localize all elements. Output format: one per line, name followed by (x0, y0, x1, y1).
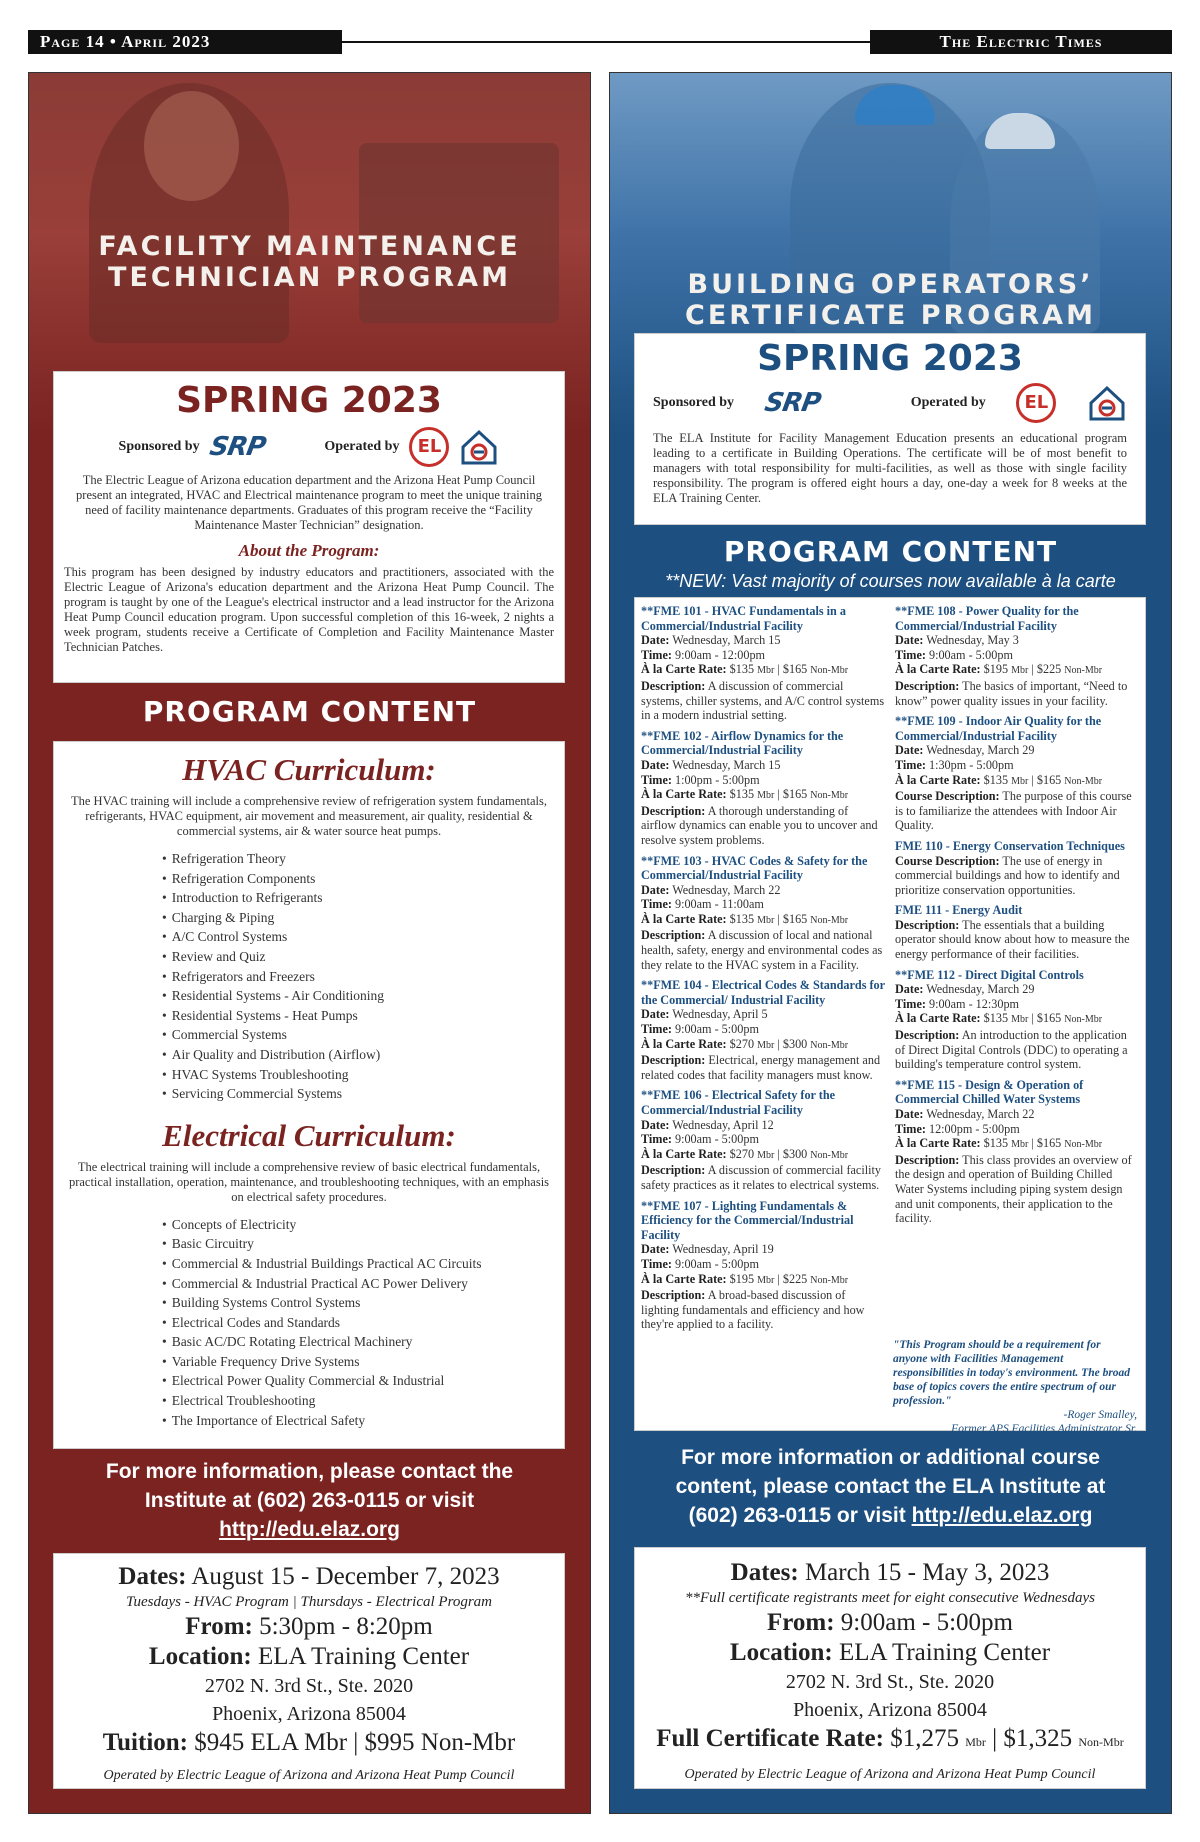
course-title: **FME 107 - Lighting Fundamentals & Efficiency for the Commercial/Industrial Facility (641, 1198, 854, 1242)
rate-member: $135 (729, 662, 755, 677)
dates-label: Dates: (118, 1563, 187, 1590)
rate-member-suffix: Mbr (757, 1039, 775, 1051)
season-title: SPRING 2023 (176, 380, 442, 421)
sponsored-by-label: Sponsored by (653, 395, 735, 410)
description-text: A discussion of local and national health, safety, energy and environmental codes as they relate to the HVAC system in a Facility. (641, 928, 883, 972)
rate-label: À la Carte Rate: (895, 662, 981, 677)
building-operators-panel (609, 72, 1172, 1814)
time-label: Time: (641, 772, 672, 787)
rate-member-suffix: Mbr (757, 790, 775, 802)
contact-line2: Institute at (602) 263-0115 or visit (144, 1489, 475, 1512)
rate-nonmember: $1,325 (1003, 1725, 1073, 1752)
sponsored-by-label: Sponsored by (118, 439, 200, 454)
course-date (895, 1107, 1139, 1122)
intro-box (53, 371, 565, 683)
rate-member-suffix: Mbr (757, 1149, 775, 1161)
facility-maintenance-panel (28, 72, 591, 1814)
course-item (895, 714, 1139, 833)
date-value: Wednesday, March 22 (672, 882, 781, 897)
course-time (641, 1132, 885, 1147)
course-description (895, 918, 1139, 962)
season-title: SPRING 2023 (757, 338, 1023, 379)
course-description (895, 854, 1139, 898)
course-item (895, 968, 1139, 1072)
hvac-heading: HVAC Curriculum: (182, 752, 436, 787)
course-date (641, 883, 885, 898)
date-label: Date: (895, 1107, 924, 1121)
rate-member: $270 (729, 1036, 755, 1051)
contact-line1: For more information or additional course (681, 1446, 1100, 1469)
date-label: Date: (641, 1007, 670, 1022)
rate-nonmember-suffix: Non-Mbr (1064, 1139, 1103, 1151)
course-rate: À la Carte Rate: $135 Mbr | $165 Non-Mbr (895, 1136, 1103, 1151)
date-value: Wednesday, May 3 (926, 633, 1019, 648)
date-value: Wednesday, April 5 (672, 1007, 768, 1022)
electrical-item: • Commercial & Industrial Practical AC Power Delivery (162, 1274, 552, 1294)
description-label: Description: (641, 1053, 706, 1068)
time-label: Time: (895, 647, 926, 662)
rate-nonmember-suffix: Non-Mbr (1078, 1735, 1124, 1749)
dates-box (53, 1553, 565, 1789)
electrical-item: • Electrical Troubleshooting (162, 1391, 552, 1411)
schedule-note: Tuesdays - HVAC Program | Thursdays - Electrical Program (125, 1594, 493, 1610)
course-description (641, 679, 885, 723)
description-text: An introduction to the application of Direct Digital Controls (DDC) to operating a building's temperature control system. (895, 1028, 1128, 1072)
date-value: Wednesday, March 15 (672, 633, 781, 648)
rate-label: À la Carte Rate: (641, 1036, 727, 1051)
date-value: Wednesday, March 15 (672, 757, 781, 772)
course-title: **FME 115 - Design & Operation of Commercial Chilled Water Systems (895, 1077, 1084, 1107)
course-rate: À la Carte Rate: $270 Mbr | $300 Non-Mbr (641, 1146, 849, 1161)
course-date (641, 1007, 885, 1022)
electrical-item: • Building Systems Control Systems (162, 1293, 552, 1313)
course-rate: À la Carte Rate: $135 Mbr | $165 Non-Mbr (641, 787, 849, 802)
course-rate: À la Carte Rate: $195 Mbr | $225 Non-Mbr (895, 662, 1103, 677)
electrical-item: • Variable Frequency Drive Systems (162, 1352, 552, 1372)
rate-nonmember-suffix: Non-Mbr (810, 665, 849, 677)
course-rate: À la Carte Rate: $135 Mbr | $165 Non-Mbr (895, 772, 1103, 787)
course-time (641, 648, 885, 663)
time-label: Time: (895, 1121, 926, 1136)
date-label: Date: (895, 982, 924, 997)
testimonial-name: -Roger Smalley, (1063, 1409, 1137, 1421)
rate-member: $135 (983, 1136, 1009, 1151)
hvac-item: • Refrigeration Components (162, 869, 552, 889)
course-description (641, 1163, 885, 1192)
date-value: Wednesday, April 19 (672, 1242, 774, 1257)
description-label: Description: (641, 803, 706, 818)
from-value: 5:30pm - 8:20pm (259, 1613, 433, 1640)
course-time (895, 1122, 1139, 1137)
date-label: Date: (641, 1117, 670, 1132)
rate-member: $195 (983, 662, 1009, 677)
course-item (641, 1088, 885, 1192)
intro-text: The Electric League of Arizona education department and the Arizona Heat Pump Council present an integrated, HVAC and Electrical maintenance program to meet the unique training need of facility maintenance departments. Graduates of this program receive the “Facility Maintenance Master Technician” designation. (76, 473, 542, 532)
electrical-item: • Basic AC/DC Rotating Electrical Machinery (162, 1332, 552, 1352)
time-label: Time: (641, 647, 672, 662)
courses-column-left (641, 604, 885, 1338)
description-text: A broad-based discussion of lighting fundamentals and efficiency and how they're applied to a facility. (641, 1288, 865, 1332)
electric-league-logo: EL (409, 427, 449, 467)
intro-text: The ELA Institute for Facility Management Education presents an educational program leading to a certificate in Building Operations. The certificate will be of most benefit to managers with total responsibility for multi-facilities, as well as those with single facility responsibility. The program is offered eight hours a day, one-day a week for 8 weeks at the ELA Training Center. (653, 431, 1127, 505)
description-label: Course Description: (895, 853, 1000, 868)
date-label: Date: (641, 757, 670, 772)
address-line1: 2702 N. 3rd St., Ste. 2020 (204, 1675, 414, 1697)
time-value: 9:00am - 5:00pm (928, 647, 1013, 662)
date-label: Date: (895, 743, 924, 758)
rate-member-suffix: Mbr (757, 914, 775, 926)
hvac-intro: The HVAC training will include a comprehensive review of refrigeration system fundamentals, refrigerants, HVAC equipment, air movement and measurement, air quality, residential & commercial systems, air & water source heat pumps. (70, 794, 548, 838)
description-text: A discussion of commercial facility safety practices as it relates to electrical systems. (641, 1163, 881, 1192)
course-item (895, 604, 1139, 708)
course-date (895, 633, 1139, 648)
program-content-heading: PROGRAM CONTENT (723, 535, 1058, 568)
course-date (641, 1118, 885, 1133)
hvac-list (162, 849, 552, 1104)
rate-label: À la Carte Rate: (895, 772, 981, 787)
technician-face (144, 91, 239, 201)
rate-member-suffix: Mbr (1011, 775, 1029, 787)
electrical-item: • Electrical Power Quality Commercial & Industrial (162, 1371, 552, 1391)
sponsor-row (64, 427, 554, 467)
sponsor-row (653, 383, 1127, 423)
time-label: Time: (895, 996, 926, 1011)
time-value: 1:30pm - 5:00pm (928, 757, 1014, 772)
rate-member-suffix: Mbr (757, 1274, 775, 1286)
dates-label: Dates: (730, 1559, 799, 1586)
rate-nonmember-suffix: Non-Mbr (1064, 665, 1103, 677)
rate-label: À la Carte Rate: (641, 787, 727, 802)
course-date (895, 982, 1139, 997)
course-description (895, 1028, 1139, 1072)
course-title: **FME 108 - Power Quality for the Commercial/Industrial Facility (895, 604, 1079, 633)
rate-nonmember: $165 (782, 662, 808, 677)
course-item (641, 854, 885, 973)
course-title: FME 110 - Energy Conservation Techniques (895, 838, 1125, 853)
description-label: Description: (641, 928, 706, 943)
description-text: The essentials that a building operator should know about how to measure the energy performance of their facilities. (895, 917, 1130, 962)
course-item (895, 1078, 1139, 1226)
description-text: This class provides an overview of the design and operation of Building Chilled Water Systems including piping system design and unit components, their application to the facility. (895, 1152, 1132, 1226)
contact-block (610, 1443, 1171, 1530)
rate-member: $135 (729, 911, 755, 926)
time-label: Time: (641, 1022, 672, 1037)
date-label: Date: (895, 633, 924, 648)
rate-nonmember: $165 (1036, 772, 1062, 787)
testimonial (893, 1334, 1137, 1436)
rate-nonmember: $165 (1036, 1011, 1062, 1026)
date-label: Date: (641, 1242, 670, 1257)
course-title: FME 111 - Energy Audit (895, 903, 1023, 918)
course-rate: À la Carte Rate: $135 Mbr | $165 Non-Mbr (641, 911, 849, 926)
operated-by-label: Operated by (910, 395, 986, 410)
contact-line3: (602) 263-0115 or visit (688, 1504, 906, 1527)
time-value: 12:00pm - 5:00pm (928, 1121, 1020, 1136)
electrical-list (162, 1215, 552, 1431)
program-title-line1: BUILDING OPERATORS’ (687, 269, 1094, 300)
rate-nonmember: $165 (782, 911, 808, 926)
testimonial-quote: "This Program should be a requirement for anyone with Facilities Management responsibilities in today's environment. The broad base of topics covers the entire spectrum of our profession." (893, 1339, 1131, 1407)
course-rate: À la Carte Rate: $195 Mbr | $225 Non-Mbr (641, 1271, 849, 1286)
rate-nonmember: $165 (1036, 1136, 1062, 1151)
publication-title: The Electric Times (870, 30, 1172, 54)
operated-by-label: Operated by (324, 439, 400, 454)
course-time (895, 997, 1139, 1012)
course-date (641, 633, 885, 648)
address-line2: Phoenix, Arizona 85004 (212, 1703, 406, 1725)
date-value: Wednesday, March 29 (926, 743, 1035, 758)
about-text: This program has been designed by industry educators and practitioners, associated with the Electric League of Arizona's education department and the Arizona Heat Pump Council. The program is taught by one of the League's electrical instructor and a lead instructor for the Arizona Heat Pump Council education program. Upon successful completion of this 16-week, 2 nights a week program, students receive a Certificate of Completion and Facility Maintenance Master Technician Patches. (64, 565, 554, 654)
course-title: **FME 101 - HVAC Fundamentals in a Commercial/Industrial Facility (641, 604, 846, 633)
course-time (641, 897, 885, 912)
courses-column-right (895, 604, 1139, 1338)
rate-member-suffix: Mbr (1011, 1014, 1029, 1026)
hvac-item: • Servicing Commercial Systems (162, 1084, 552, 1104)
description-text: The basics of important, “Need to know” power quality issues in your facility. (895, 678, 1128, 708)
description-label: Description: (641, 1288, 706, 1303)
electrical-intro: The electrical training will include a comprehensive review of basic electrical fundamentals, practical installation, operation, maintenance, and troubleshooting techniques, with an emphasis on electrical safety procedures. (68, 1159, 550, 1204)
course-title: **FME 112 - Direct Digital Controls (895, 967, 1084, 982)
rate-member: $135 (983, 1011, 1009, 1026)
from-label: From: (766, 1609, 835, 1636)
dates-box (634, 1547, 1146, 1789)
rate-label: À la Carte Rate: (641, 911, 727, 926)
rate-member-suffix: Mbr (1011, 665, 1029, 677)
course-item (641, 604, 885, 723)
date-value: Wednesday, March 22 (926, 1107, 1035, 1121)
description-label: Description: (641, 678, 706, 693)
description-label: Description: (895, 1152, 960, 1167)
course-date (895, 743, 1139, 758)
course-title: **FME 106 - Electrical Safety for the Commercial/Industrial Facility (641, 1088, 836, 1117)
location-label: Location: (148, 1643, 252, 1670)
rate-member-suffix: Mbr (965, 1735, 986, 1749)
rate-member-suffix: Mbr (757, 665, 775, 677)
hvac-item: • Review and Quiz (162, 947, 552, 967)
from-label: From: (185, 1613, 253, 1640)
course-description (641, 1288, 885, 1332)
time-label: Time: (641, 1256, 672, 1271)
rate-label: À la Carte Rate: (641, 662, 727, 677)
course-item (895, 839, 1139, 897)
course-rate: À la Carte Rate: $135 Mbr | $165 Non-Mbr (895, 1011, 1103, 1026)
rate-nonmember: $165 (782, 787, 808, 802)
operated-note: Operated by Electric League of Arizona and Arizona Heat Pump Council (684, 1767, 1096, 1782)
rate-label: Full Certificate Rate: (656, 1725, 884, 1752)
course-date (641, 1242, 885, 1257)
rate-label: À la Carte Rate: (895, 1136, 981, 1151)
description-label: Description: (895, 1028, 960, 1043)
time-value: 9:00am - 5:00pm (674, 1256, 759, 1271)
description-label: Description: (641, 1163, 706, 1178)
heat-pump-council-icon (1087, 383, 1127, 423)
description-text: The purpose of this course is to familiarize the attendees with Indoor Air Quality. (895, 789, 1132, 833)
time-label: Time: (641, 897, 672, 912)
electrical-item: • Commercial & Industrial Buildings Practical AC Circuits (162, 1254, 552, 1274)
program-title-line2: CERTIFICATE PROGRAM (685, 300, 1096, 331)
rate-nonmember-suffix: Non-Mbr (810, 790, 849, 802)
date-label: Date: (641, 633, 670, 648)
address-line2: Phoenix, Arizona 85004 (793, 1699, 987, 1721)
hvac-item: • Introduction to Refrigerants (162, 888, 552, 908)
contact-line2: content, please contact the ELA Institute at (675, 1475, 1106, 1498)
hvac-item: • Refrigerators and Freezers (162, 967, 552, 987)
rate-member: $135 (729, 787, 755, 802)
course-date (641, 758, 885, 773)
operated-note: Operated by Electric League of Arizona and Arizona Heat Pump Council (103, 1768, 515, 1783)
contact-block (29, 1457, 590, 1544)
contact-url-link[interactable]: http://edu.elaz.org (911, 1504, 1093, 1527)
course-description (895, 679, 1139, 708)
location-value: ELA Training Center (257, 1643, 470, 1670)
dates-value: August 15 - December 7, 2023 (191, 1563, 500, 1590)
hvac-item: • Charging & Piping (162, 908, 552, 928)
dates-value: March 15 - May 3, 2023 (804, 1559, 1050, 1586)
electrical-item: • Basic Circuitry (162, 1234, 552, 1254)
rate-separator: | (992, 1725, 998, 1752)
hvac-item: • A/C Control Systems (162, 927, 552, 947)
location-value: ELA Training Center (838, 1639, 1051, 1666)
rate-nonmember-suffix: Non-Mbr (810, 1039, 849, 1051)
rate-nonmember: $300 (782, 1146, 808, 1161)
rate-member: $195 (729, 1271, 755, 1286)
course-item (641, 1199, 885, 1332)
from-value: 9:00am - 5:00pm (840, 1609, 1014, 1636)
rate-nonmember-suffix: Non-Mbr (1064, 1014, 1103, 1026)
time-value: 9:00am - 12:30pm (928, 996, 1020, 1011)
schedule-note: **Full certificate registrants meet for eight consecutive Wednesdays (684, 1590, 1096, 1606)
course-title: **FME 104 - Electrical Codes & Standards for the Commercial/ Industrial Facility (641, 978, 885, 1007)
course-item (895, 903, 1139, 961)
course-time (895, 648, 1139, 663)
hvac-item: • Residential Systems - Heat Pumps (162, 1006, 552, 1026)
course-description (641, 804, 885, 848)
date-label: Date: (641, 882, 670, 897)
electrical-heading: Electrical Curriculum: (162, 1117, 456, 1153)
rate-nonmember-suffix: Non-Mbr (810, 914, 849, 926)
hvac-item: • Air Quality and Distribution (Airflow) (162, 1045, 552, 1065)
program-content-heading: PROGRAM CONTENT (142, 695, 477, 728)
srp-logo: SRP (762, 388, 823, 418)
date-value: Wednesday, March 29 (926, 982, 1035, 997)
course-rate: À la Carte Rate: $270 Mbr | $300 Non-Mbr (641, 1036, 849, 1051)
electrical-item: • Electrical Codes and Standards (162, 1313, 552, 1333)
course-time (641, 773, 885, 788)
rate-nonmember: $225 (1036, 662, 1062, 677)
rate-nonmember-suffix: Non-Mbr (1064, 775, 1103, 787)
rate-member: $135 (983, 772, 1009, 787)
time-value: 9:00am - 12:00pm (674, 647, 766, 662)
electric-league-logo: EL (1016, 383, 1056, 423)
contact-line1: For more information, please contact the (105, 1460, 514, 1483)
courses-box (634, 597, 1146, 1435)
heat-pump-council-icon (459, 427, 499, 467)
hvac-item: • HVAC Systems Troubleshooting (162, 1065, 552, 1085)
contact-url-link[interactable]: http://edu.elaz.org (219, 1518, 400, 1541)
srp-logo: SRP (206, 432, 268, 462)
rate-label: À la Carte Rate: (641, 1271, 727, 1286)
course-time (641, 1022, 885, 1037)
description-label: Description: (895, 917, 960, 932)
hvac-item: • Residential Systems - Air Conditioning (162, 986, 552, 1006)
about-heading: About the Program: (238, 541, 380, 560)
description-text: Electrical, energy management and related codes that facility managers must know. (641, 1053, 881, 1082)
electrical-item: • The Importance of Electrical Safety (162, 1411, 552, 1431)
course-title: **FME 103 - HVAC Codes & Safety for the Commercial/Industrial Facility (641, 853, 868, 883)
electrical-item: • Concepts of Electricity (162, 1215, 552, 1235)
rate-member-suffix: Mbr (1011, 1139, 1029, 1151)
course-rate: À la Carte Rate: $135 Mbr | $165 Non-Mbr (641, 662, 849, 677)
course-description (895, 1153, 1139, 1226)
rate-label: À la Carte Rate: (641, 1146, 727, 1161)
course-time (641, 1257, 885, 1272)
rate-nonmember: $300 (782, 1036, 808, 1051)
course-description (641, 928, 885, 972)
page-number-label: Page 14 • April 2023 (28, 30, 342, 54)
rate-member: $1,275 (890, 1725, 959, 1752)
tuition-label: Tuition: (102, 1729, 188, 1756)
rate-member: $270 (729, 1146, 755, 1161)
location-label: Location: (729, 1639, 833, 1666)
description-text: The use of energy in commercial buildings and how to identify and prioritize conservation opportunities. (895, 853, 1120, 897)
program-title-line2: TECHNICIAN PROGRAM (108, 262, 511, 293)
curriculum-box (53, 741, 565, 1449)
address-line1: 2702 N. 3rd St., Ste. 2020 (785, 1671, 995, 1693)
page-header (28, 30, 1172, 54)
description-label: Description: (895, 678, 960, 693)
testimonial-role: Former APS Facilities Administrator Sr. (951, 1423, 1137, 1435)
course-description (895, 789, 1139, 833)
description-label: Course Description: (895, 789, 1000, 804)
new-courses-note: **NEW: Vast majority of courses now available à la carte (665, 571, 1116, 591)
rate-nonmember-suffix: Non-Mbr (810, 1274, 849, 1286)
time-label: Time: (641, 1132, 672, 1147)
course-item (641, 978, 885, 1082)
time-value: 9:00am - 11:00am (674, 897, 764, 912)
rate-label: À la Carte Rate: (895, 1011, 981, 1026)
time-value: 1:00pm - 5:00pm (674, 772, 760, 787)
time-value: 9:00am - 5:00pm (674, 1022, 759, 1037)
time-label: Time: (895, 757, 926, 772)
hvac-item: • Commercial Systems (162, 1025, 552, 1045)
course-title: **FME 102 - Airflow Dynamics for the Commercial/Industrial Facility (641, 728, 844, 758)
intro-box (634, 333, 1146, 525)
description-text: A discussion of commercial systems, chiller systems, and A/C control systems in a modern industrial setting. (641, 678, 885, 723)
rate-nonmember: $225 (782, 1271, 808, 1286)
time-value: 9:00am - 5:00pm (674, 1132, 759, 1147)
course-description (641, 1053, 885, 1082)
course-item (641, 729, 885, 848)
rate-nonmember-suffix: Non-Mbr (810, 1149, 849, 1161)
program-title-line1: FACILITY MAINTENANCE (98, 231, 521, 262)
description-text: A thorough understanding of airflow dynamics can enable you to uncover and resolve system problems. (641, 803, 878, 847)
date-value: Wednesday, April 12 (672, 1117, 774, 1132)
hvac-item: • Refrigeration Theory (162, 849, 552, 869)
course-title: **FME 109 - Indoor Air Quality for the Commercial/Industrial Facility (895, 714, 1102, 743)
course-time (895, 758, 1139, 773)
tuition-value: $945 ELA Mbr | $995 Non-Mbr (194, 1729, 516, 1756)
